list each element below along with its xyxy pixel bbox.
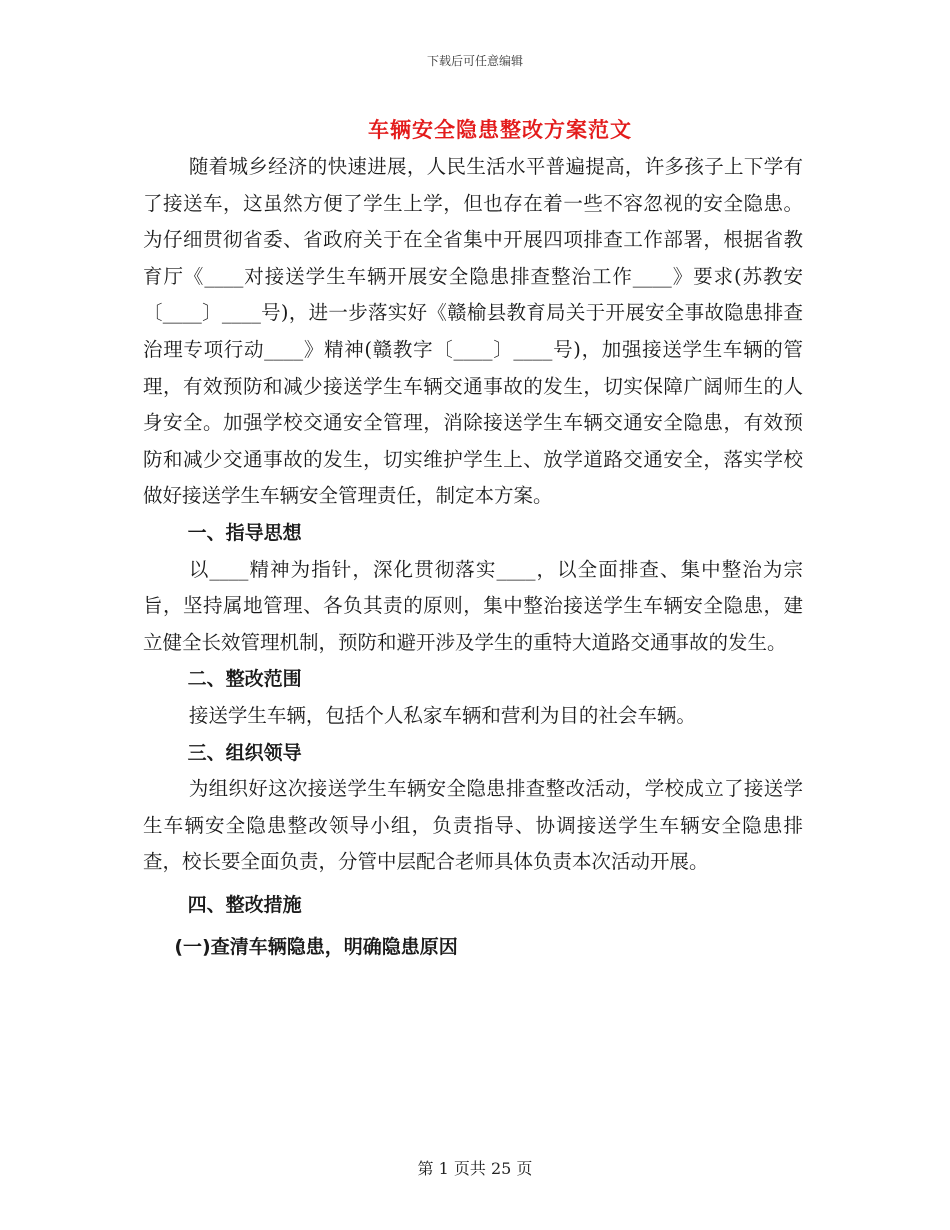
section-text-guiding-ideology: 以____精神为指针，深化贯彻落实____，以全面排查、集中整治为宗旨，坚持属地管理、各负其责的原则，集中整治接送学生车辆安全隐患，建立健全长效管理机制，预防和避开涉及学生的重特大道路交通事故的发生。	[143, 557, 803, 654]
intro-paragraph: 随着城乡经济的快速进展，人民生活水平普遍提高，许多孩子上下学有了接送车，这虽然方便了学生上学，但也存在着一些不容忽视的安全隐患。为仔细贯彻省委、省政府关于在全省集中开展四项排查工作部署，根据省教育厅《____对接送学生车辆开展安全隐患排查整治工作____》要求(苏教安〔____〕____号)，进一步落实好《赣榆县教育局关于开展安全事故隐患排查治理专项行动____》精神(赣教字〔____〕____号)，加强接送学生车辆的管理，有效预防和减少接送学生车辆交通事故的发生，切实保障广阔师生的人身安全。加强学校交通安全管理，消除接送学生车辆交通安全隐患，有效预防和减少交通事故的发生，切实维护学生上、放学道路交通安全，落实学校做好接送学生车辆安全管理责任，制定本方案。	[143, 155, 803, 508]
page-header-note: 下载后可任意编辑	[426, 54, 523, 68]
document-title: 车辆安全隐患整改方案范文	[368, 117, 632, 142]
section-heading-measures: 四、整改措施	[187, 893, 302, 916]
section-heading-scope: 二、整改范围	[187, 668, 302, 691]
page-footer-number: 第 1 页共 25 页	[417, 1159, 533, 1178]
section-heading-organization: 三、组织领导	[187, 741, 302, 764]
section-heading-guiding-ideology: 一、指导思想	[187, 521, 302, 544]
section-text-organization: 为组织好这次接送学生车辆安全隐患排查整改活动，学校成立了接送学生车辆安全隐患整改领导小组，负责指导、协调接送学生车辆安全隐患排查，校长要全面负责，分管中层配合老师具体负责本次活动开展。	[143, 777, 803, 874]
document-body	[143, 149, 803, 966]
section-text-scope: 接送学生车辆，包括个人私家车辆和营利为目的社会车辆。	[188, 703, 696, 727]
subsection-heading-measures-1: (一)查清车辆隐患，明确隐患原因	[174, 936, 458, 959]
